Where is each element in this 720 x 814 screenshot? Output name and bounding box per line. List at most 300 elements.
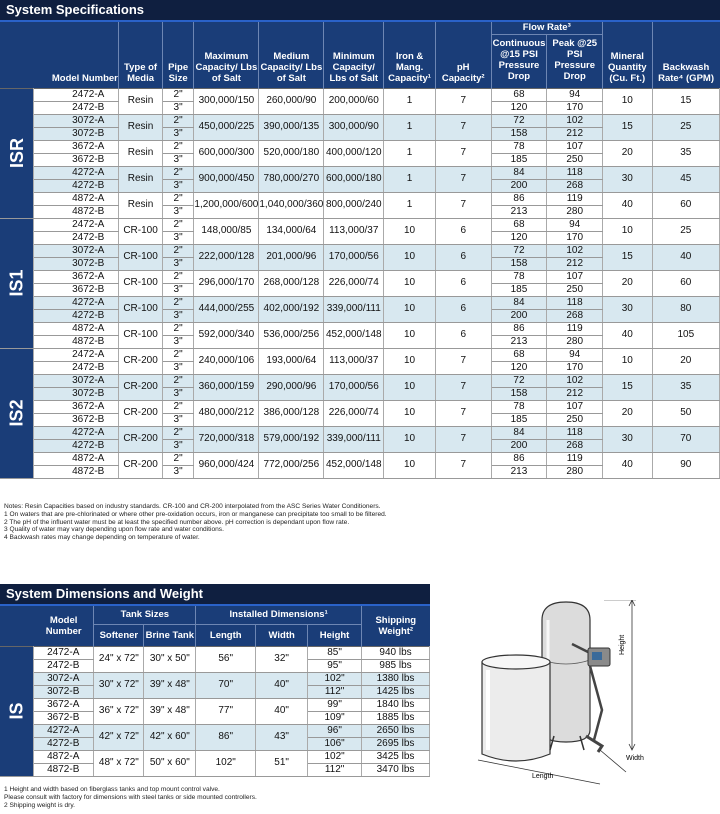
- model-number: 4272-A: [34, 426, 119, 439]
- spec-table-row: [0, 192, 720, 205]
- spec-group-label-text: IS2: [6, 399, 27, 427]
- flow-continuous: 120: [491, 101, 547, 114]
- flow-continuous: 86: [491, 452, 547, 465]
- flow-peak: 107: [547, 270, 603, 283]
- flow-peak: 280: [547, 465, 603, 478]
- flow-peak: 268: [547, 179, 603, 192]
- backwash-rate: 90: [652, 452, 719, 478]
- backwash-rate: 25: [652, 218, 719, 244]
- medium-capacity: 402,000/192: [259, 296, 324, 322]
- installed-height: 95": [308, 659, 362, 672]
- dims-header-brine: Brine Tank: [144, 624, 196, 646]
- model-number: 4272-B: [34, 439, 119, 452]
- flow-peak: 102: [547, 114, 603, 127]
- pipe-size: 3": [162, 387, 194, 400]
- pipe-size: 3": [162, 101, 194, 114]
- flow-peak: 212: [547, 127, 603, 140]
- pipe-size: 2": [162, 426, 194, 439]
- flow-peak: 212: [547, 387, 603, 400]
- min-capacity: 800,000/240: [324, 192, 384, 218]
- installed-width: 40": [256, 698, 308, 724]
- softener-size: 36" x 72": [94, 698, 144, 724]
- spec-group-label: [0, 218, 34, 348]
- spec-notes: [4, 503, 387, 542]
- flow-continuous: 78: [491, 400, 547, 413]
- mineral-quantity: 30: [602, 296, 652, 322]
- min-capacity: 226,000/74: [324, 400, 384, 426]
- ph-capacity: 6: [435, 322, 491, 348]
- backwash-rate: 50: [652, 400, 719, 426]
- flow-peak: 118: [547, 426, 603, 439]
- flow-continuous: 200: [491, 309, 547, 322]
- iron-capacity: 10: [384, 452, 436, 478]
- installed-length: 77": [196, 698, 256, 724]
- pipe-size: 3": [162, 309, 194, 322]
- pipe-size: 2": [162, 114, 194, 127]
- spec-table-row: [0, 114, 720, 127]
- model-number: 4872-A: [34, 192, 119, 205]
- medium-capacity: 390,000/135: [259, 114, 324, 140]
- ph-capacity: 7: [435, 374, 491, 400]
- model-number: 4872-A: [34, 452, 119, 465]
- spec-table-row: [0, 270, 720, 283]
- brine-tank-size: 42" x 60": [144, 724, 196, 750]
- backwash-rate: 105: [652, 322, 719, 348]
- spec-table-row: [0, 166, 720, 179]
- dims-header-height: Height: [308, 624, 362, 646]
- model-number: 2472-B: [34, 101, 119, 114]
- model-number: 4272-B: [34, 309, 119, 322]
- pipe-size: 2": [162, 452, 194, 465]
- header-pipe: Pipe Size: [162, 22, 194, 88]
- model-number: 3672-A: [34, 698, 94, 711]
- model-number: 2472-A: [34, 348, 119, 361]
- flow-continuous: 185: [491, 153, 547, 166]
- dims-title-text: System Dimensions and Weight: [6, 586, 203, 601]
- header-max-capacity: Maximum Capacity/ Lbs of Salt: [194, 22, 259, 88]
- shipping-weight: 940 lbs: [362, 646, 430, 659]
- flow-peak: 119: [547, 192, 603, 205]
- flow-peak: 212: [547, 257, 603, 270]
- max-capacity: 222,000/128: [194, 244, 259, 270]
- model-number: 3672-A: [34, 270, 119, 283]
- installed-height: 102": [308, 672, 362, 685]
- iron-capacity: 10: [384, 374, 436, 400]
- dims-table-body: [0, 646, 430, 776]
- mineral-quantity: 15: [602, 374, 652, 400]
- spec-table-row: [0, 348, 720, 361]
- model-number: 3672-B: [34, 153, 119, 166]
- flow-continuous: 120: [491, 231, 547, 244]
- model-number: 3672-A: [34, 140, 119, 153]
- pipe-size: 3": [162, 205, 194, 218]
- spec-table-row: [0, 296, 720, 309]
- backwash-rate: 45: [652, 166, 719, 192]
- max-capacity: 1,200,000/600: [194, 192, 259, 218]
- mineral-quantity: 40: [602, 322, 652, 348]
- iron-capacity: 1: [384, 166, 436, 192]
- brine-tank-size: 30" x 50": [144, 646, 196, 672]
- spec-table-row: [0, 374, 720, 387]
- iron-capacity: 10: [384, 322, 436, 348]
- softener-size: 48" x 72": [94, 750, 144, 776]
- softener-size: 30" x 72": [94, 672, 144, 698]
- max-capacity: 444,000/255: [194, 296, 259, 322]
- flow-continuous: 68: [491, 218, 547, 231]
- medium-capacity: 579,000/192: [259, 426, 324, 452]
- flow-peak: 107: [547, 140, 603, 153]
- flow-continuous: 68: [491, 348, 547, 361]
- medium-capacity: 386,000/128: [259, 400, 324, 426]
- max-capacity: 592,000/340: [194, 322, 259, 348]
- media-type: CR-200: [119, 348, 162, 374]
- spec-table-row: [0, 400, 720, 413]
- ph-capacity: 6: [435, 218, 491, 244]
- header-model: Model Number: [34, 22, 119, 88]
- header-iron-capacity: Iron & Mang. Capacity¹: [384, 22, 436, 88]
- model-number: 3072-A: [34, 244, 119, 257]
- mineral-quantity: 15: [602, 244, 652, 270]
- iron-capacity: 10: [384, 244, 436, 270]
- min-capacity: 600,000/180: [324, 166, 384, 192]
- ph-capacity: 7: [435, 192, 491, 218]
- media-type: CR-100: [119, 218, 162, 244]
- shipping-weight: 1885 lbs: [362, 711, 430, 724]
- pipe-size: 2": [162, 270, 194, 283]
- model-number: 3672-B: [34, 283, 119, 296]
- shipping-weight: 3425 lbs: [362, 750, 430, 763]
- dims-notes: [4, 786, 257, 809]
- medium-capacity: 520,000/180: [259, 140, 324, 166]
- softener-size: 42" x 72": [94, 724, 144, 750]
- shipping-weight: 3470 lbs: [362, 763, 430, 776]
- flow-peak: 170: [547, 231, 603, 244]
- header-backwash-rate: Backwash Rate⁴ (GPM): [652, 22, 719, 88]
- flow-continuous: 158: [491, 387, 547, 400]
- installed-width: 32": [256, 646, 308, 672]
- flow-continuous: 72: [491, 114, 547, 127]
- shipping-weight: 1425 lbs: [362, 685, 430, 698]
- medium-capacity: 193,000/64: [259, 348, 324, 374]
- model-number: 4872-B: [34, 763, 94, 776]
- min-capacity: 339,000/111: [324, 296, 384, 322]
- backwash-rate: 40: [652, 244, 719, 270]
- backwash-rate: 15: [652, 88, 719, 114]
- installed-width: 43": [256, 724, 308, 750]
- installed-length: 86": [196, 724, 256, 750]
- media-type: Resin: [119, 114, 162, 140]
- mineral-quantity: 30: [602, 426, 652, 452]
- dims-header-installed: Installed Dimensions¹: [196, 606, 362, 624]
- header-media: Type of Media: [119, 22, 162, 88]
- pipe-size: 2": [162, 348, 194, 361]
- spec-table-row: [0, 140, 720, 153]
- flow-continuous: 84: [491, 296, 547, 309]
- max-capacity: 480,000/212: [194, 400, 259, 426]
- dims-note-line: Please consult with factory for dimensions with steel tanks or side mounted controllers.: [4, 793, 257, 801]
- min-capacity: 339,000/111: [324, 426, 384, 452]
- model-number: 3672-A: [34, 400, 119, 413]
- flow-continuous: 78: [491, 140, 547, 153]
- min-capacity: 170,000/56: [324, 374, 384, 400]
- model-number: 3072-B: [34, 127, 119, 140]
- flow-peak: 119: [547, 452, 603, 465]
- installed-height: 109": [308, 711, 362, 724]
- header-ph-capacity: pH Capacity²: [435, 22, 491, 88]
- mineral-quantity: 10: [602, 348, 652, 374]
- min-capacity: 113,000/37: [324, 348, 384, 374]
- flow-continuous: 200: [491, 179, 547, 192]
- ph-capacity: 6: [435, 244, 491, 270]
- dims-table: [0, 606, 430, 777]
- pipe-size: 2": [162, 322, 194, 335]
- media-type: CR-100: [119, 270, 162, 296]
- min-capacity: 170,000/56: [324, 244, 384, 270]
- model-number: 4272-B: [34, 737, 94, 750]
- header-flow-peak: Peak @25 PSI Pressure Drop: [547, 34, 603, 88]
- installed-height: 106": [308, 737, 362, 750]
- pipe-size: 3": [162, 465, 194, 478]
- shipping-weight: 985 lbs: [362, 659, 430, 672]
- dims-table-header: [0, 606, 430, 646]
- dims-header-spacer: [0, 606, 34, 646]
- model-number: 4872-A: [34, 322, 119, 335]
- flow-continuous: 84: [491, 426, 547, 439]
- dims-header-model: Model Number: [34, 606, 94, 646]
- iron-capacity: 10: [384, 270, 436, 296]
- installed-height: 102": [308, 750, 362, 763]
- dims-group-label: [0, 646, 34, 776]
- ph-capacity: 7: [435, 400, 491, 426]
- medium-capacity: 201,000/96: [259, 244, 324, 270]
- dims-section-title: [0, 584, 430, 604]
- ph-capacity: 7: [435, 166, 491, 192]
- model-number: 4872-B: [34, 335, 119, 348]
- length-label: Length: [532, 773, 554, 780]
- media-type: CR-100: [119, 296, 162, 322]
- min-capacity: 200,000/60: [324, 88, 384, 114]
- flow-continuous: 200: [491, 439, 547, 452]
- pipe-size: 3": [162, 283, 194, 296]
- iron-capacity: 10: [384, 426, 436, 452]
- iron-capacity: 1: [384, 114, 436, 140]
- dims-header-width: Width: [256, 624, 308, 646]
- mineral-quantity: 20: [602, 140, 652, 166]
- system-illustration: [476, 600, 656, 790]
- media-type: Resin: [119, 192, 162, 218]
- flow-peak: 118: [547, 166, 603, 179]
- media-type: CR-100: [119, 244, 162, 270]
- backwash-rate: 25: [652, 114, 719, 140]
- ph-capacity: 7: [435, 426, 491, 452]
- brine-tank-size: 39" x 48": [144, 698, 196, 724]
- flow-continuous: 84: [491, 166, 547, 179]
- installed-length: 70": [196, 672, 256, 698]
- brine-tank-size: 50" x 60": [144, 750, 196, 776]
- model-number: 4272-A: [34, 296, 119, 309]
- dims-table-row: [0, 724, 430, 737]
- model-number: 4872-B: [34, 205, 119, 218]
- model-number: 3072-B: [34, 257, 119, 270]
- header-medium-capacity: Medium Capacity/ Lbs of Salt: [259, 22, 324, 88]
- min-capacity: 300,000/90: [324, 114, 384, 140]
- min-capacity: 452,000/148: [324, 322, 384, 348]
- flow-continuous: 158: [491, 257, 547, 270]
- media-type: CR-200: [119, 400, 162, 426]
- ph-capacity: 6: [435, 296, 491, 322]
- flow-continuous: 78: [491, 270, 547, 283]
- installed-height: 112": [308, 763, 362, 776]
- flow-peak: 102: [547, 374, 603, 387]
- max-capacity: 148,000/85: [194, 218, 259, 244]
- spec-group-label: [0, 348, 34, 478]
- spec-table: [0, 22, 720, 479]
- media-type: Resin: [119, 140, 162, 166]
- flow-peak: 250: [547, 283, 603, 296]
- pipe-size: 3": [162, 413, 194, 426]
- model-number: 4872-B: [34, 465, 119, 478]
- installed-length: 102": [196, 750, 256, 776]
- pipe-size: 3": [162, 231, 194, 244]
- flow-peak: 280: [547, 335, 603, 348]
- softener-size: 24" x 72": [94, 646, 144, 672]
- flow-peak: 268: [547, 309, 603, 322]
- model-number: 3072-B: [34, 685, 94, 698]
- installed-width: 51": [256, 750, 308, 776]
- installed-width: 40": [256, 672, 308, 698]
- flow-peak: 94: [547, 348, 603, 361]
- spec-section-title: [0, 0, 720, 20]
- iron-capacity: 1: [384, 140, 436, 166]
- spec-group-label: [0, 88, 34, 218]
- iron-capacity: 10: [384, 296, 436, 322]
- medium-capacity: 1,040,000/360: [259, 192, 324, 218]
- dims-table-row: [0, 698, 430, 711]
- mineral-quantity: 10: [602, 218, 652, 244]
- dims-note-line: 2 Shipping weight is dry.: [4, 801, 75, 809]
- ph-capacity: 6: [435, 270, 491, 296]
- pipe-size: 2": [162, 140, 194, 153]
- dims-header-length: Length: [196, 624, 256, 646]
- backwash-rate: 70: [652, 426, 719, 452]
- model-number: 2472-B: [34, 361, 119, 374]
- spec-table-row: [0, 322, 720, 335]
- medium-capacity: 780,000/270: [259, 166, 324, 192]
- max-capacity: 240,000/106: [194, 348, 259, 374]
- dims-header-weight: Shipping Weight²: [362, 606, 430, 646]
- dims-header-softener: Softener: [94, 624, 144, 646]
- spec-table-header: [0, 22, 720, 88]
- max-capacity: 360,000/159: [194, 374, 259, 400]
- pipe-size: 3": [162, 179, 194, 192]
- flow-continuous: 68: [491, 88, 547, 101]
- installed-height: 96": [308, 724, 362, 737]
- pipe-size: 3": [162, 257, 194, 270]
- header-spacer: [0, 22, 34, 88]
- model-number: 2472-A: [34, 218, 119, 231]
- header-flow-continuous: Continuous @15 PSI Pressure Drop: [491, 34, 547, 88]
- flow-peak: 107: [547, 400, 603, 413]
- media-type: Resin: [119, 88, 162, 114]
- header-min-capacity: Minimum Capacity/ Lbs of Salt: [324, 22, 384, 88]
- medium-capacity: 536,000/256: [259, 322, 324, 348]
- flow-continuous: 158: [491, 127, 547, 140]
- media-type: CR-200: [119, 452, 162, 478]
- max-capacity: 600,000/300: [194, 140, 259, 166]
- spec-table-body: [0, 88, 720, 478]
- installed-length: 56": [196, 646, 256, 672]
- dims-note-line: 1 Height and width based on fiberglass tanks and top mount control valve.: [4, 786, 220, 793]
- ph-capacity: 7: [435, 114, 491, 140]
- ph-capacity: 7: [435, 140, 491, 166]
- model-number: 3072-A: [34, 114, 119, 127]
- flow-peak: 102: [547, 244, 603, 257]
- min-capacity: 452,000/148: [324, 452, 384, 478]
- model-number: 3072-A: [34, 672, 94, 685]
- max-capacity: 900,000/450: [194, 166, 259, 192]
- dims-group-label-text: IS: [6, 702, 27, 720]
- max-capacity: 720,000/318: [194, 426, 259, 452]
- backwash-rate: 60: [652, 192, 719, 218]
- iron-capacity: 10: [384, 218, 436, 244]
- mineral-quantity: 30: [602, 166, 652, 192]
- pipe-size: 2": [162, 400, 194, 413]
- flow-peak: 268: [547, 439, 603, 452]
- flow-peak: 170: [547, 361, 603, 374]
- flow-continuous: 213: [491, 465, 547, 478]
- pipe-size: 2": [162, 218, 194, 231]
- flow-peak: 280: [547, 205, 603, 218]
- width-label: Width: [626, 755, 644, 762]
- flow-peak: 170: [547, 101, 603, 114]
- model-number: 2472-A: [34, 646, 94, 659]
- mineral-quantity: 20: [602, 270, 652, 296]
- flow-continuous: 213: [491, 335, 547, 348]
- pipe-size: 3": [162, 153, 194, 166]
- brine-tank: [482, 662, 550, 761]
- flow-peak: 94: [547, 88, 603, 101]
- pipe-size: 2": [162, 374, 194, 387]
- height-label: Height: [619, 634, 626, 655]
- mineral-quantity: 20: [602, 400, 652, 426]
- flow-continuous: 72: [491, 244, 547, 257]
- spec-table-row: [0, 88, 720, 101]
- backwash-rate: 60: [652, 270, 719, 296]
- flow-continuous: 185: [491, 413, 547, 426]
- ph-capacity: 7: [435, 452, 491, 478]
- shipping-weight: 2650 lbs: [362, 724, 430, 737]
- iron-capacity: 1: [384, 88, 436, 114]
- model-number: 4872-A: [34, 750, 94, 763]
- mineral-quantity: 10: [602, 88, 652, 114]
- pipe-size: 3": [162, 335, 194, 348]
- mineral-quantity: 40: [602, 192, 652, 218]
- flow-peak: 94: [547, 218, 603, 231]
- installed-height: 112": [308, 685, 362, 698]
- ph-capacity: 7: [435, 348, 491, 374]
- flow-continuous: 213: [491, 205, 547, 218]
- brine-tank-size: 39" x 48": [144, 672, 196, 698]
- mineral-quantity: 15: [602, 114, 652, 140]
- media-type: Resin: [119, 166, 162, 192]
- shipping-weight: 1840 lbs: [362, 698, 430, 711]
- header-flow-rate: Flow Rate³: [491, 22, 602, 34]
- spec-note-line: 3 Quality of water may vary depending upon flow rate and water conditions.: [4, 526, 224, 534]
- flow-peak: 250: [547, 153, 603, 166]
- pipe-size: 2": [162, 88, 194, 101]
- dims-table-row: [0, 646, 430, 659]
- shipping-weight: 1380 lbs: [362, 672, 430, 685]
